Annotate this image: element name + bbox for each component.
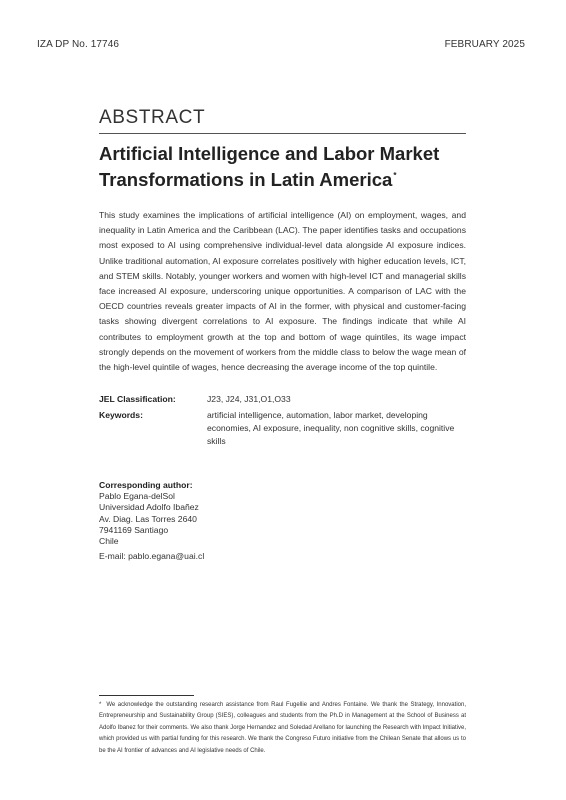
author-street: Av. Diag. Las Torres 2640 (99, 513, 197, 524)
keywords-label: Keywords: (99, 410, 143, 420)
keywords-row (99, 409, 466, 448)
footnote-text: We acknowledge the outstanding research assistance from Raul Fugellie and Andres Fontaine. We thank the Strategy, Innovation, Entrepreneurship and Sustainability Group (SIES), colleagues and students from the Ph.D in Management at the School of Business at Adolfo Ibanez for their comments. We also thank Jorge Hernandez and Soledad Arellano for launching the Research with Impact Initiative, which provided us with partial funding for this research. We thank the Congreso Futuro initiative from the Chilean Senate that allows us to be the AI frontier of advances and AI legislative needs of Chile. (99, 702, 466, 754)
footnote-marker: * (99, 702, 102, 708)
jel-label: JEL Classification: (99, 394, 176, 404)
author-city: 7941169 Santiago (99, 524, 169, 535)
title-footnote-marker: * (393, 171, 397, 180)
footnote-divider (99, 695, 194, 696)
paper-metadata (99, 393, 466, 448)
jel-row (99, 393, 466, 406)
paper-number: IZA DP No. 17746 (37, 39, 120, 50)
paper-title (99, 143, 479, 191)
heading-divider (99, 133, 466, 134)
abstract-body: This study examines the implications of artificial intelligence (AI) on employment, wages, and inequality in Latin America and the Caribbean (LAC). The paper identifies tasks and occupations most exposed to AI using comprehensive individual-level data alongside AI exposure indices. Unlike traditional automation, AI exposure correlates positively with higher education levels, ICT, and STEM skills. Notably, younger workers and women with high-level ICT and managerial skills face increased AI exposure, underscoring unique opportunities. A comparison of LAC with the OECD countries reveals greater impacts of AI in the former, with physical and customer-facing tasks showing divergent correlations to AI exposure. The findings indicate that while AI contributes to employment growth at the top and bottom of wage quintiles, its wage impact strongly depends on the movement of workers from the middle class to below the wage mean of the high-level quintile of wages, hence decreasing the average income of the top quintile. (99, 210, 466, 373)
footnote (99, 700, 466, 757)
author-name: Pablo Egana-delSol (99, 491, 175, 502)
author-country: Chile (99, 536, 119, 547)
jel-value: J23, J24, J31,O1,O33 (207, 394, 291, 404)
corresponding-author-label: Corresponding author: (99, 480, 193, 490)
abstract-heading: ABSTRACT (99, 107, 206, 128)
corresponding-author-block (99, 480, 204, 562)
author-affiliation: Universidad Adolfo Ibañez (99, 502, 199, 513)
paper-title-text: Artificial Intelligence and Labor Market Transformations in Latin America (99, 143, 440, 190)
keywords-value: artificial intelligence, automation, labor market, developing economies, AI exposure, inequality, non cognitive skills, cognitive skills (207, 410, 455, 446)
author-email: E-mail: pablo.egana@uai.cl (99, 551, 205, 562)
publication-date: FEBRUARY 2025 (444, 39, 525, 50)
